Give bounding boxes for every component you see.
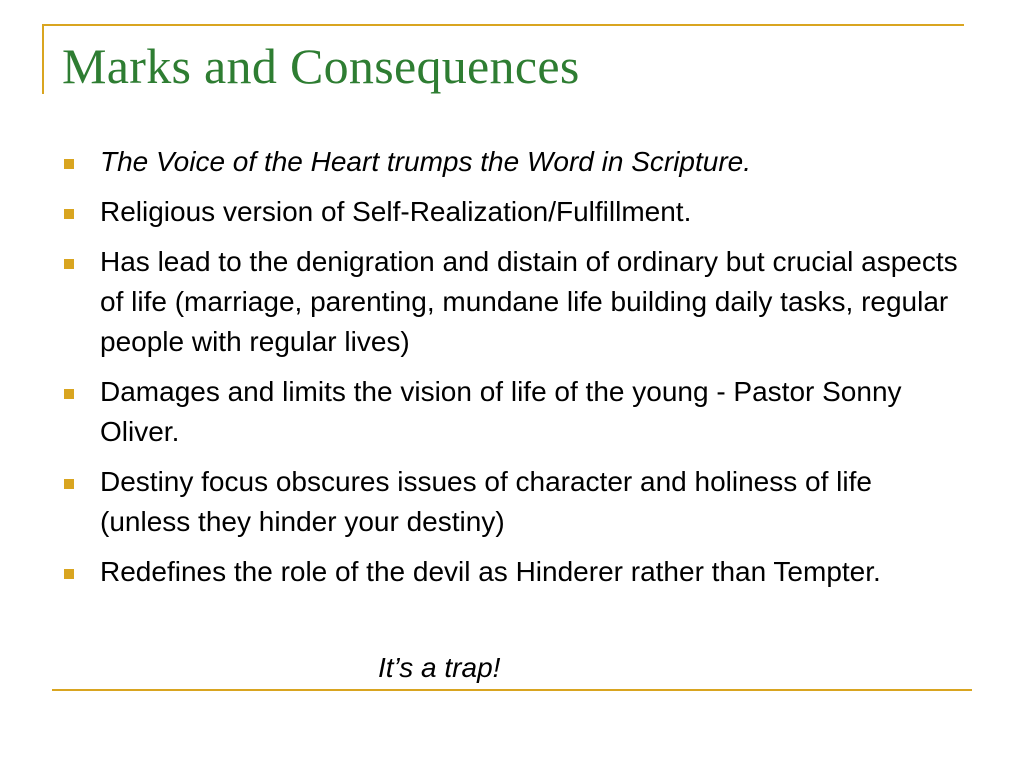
bullet-item-damages-vision xyxy=(62,372,962,452)
bullet-text: The Voice of the Heart trumps the Word in Scripture. xyxy=(100,146,752,177)
footer-rule xyxy=(52,689,972,691)
square-bullet-icon xyxy=(64,389,74,399)
square-bullet-icon xyxy=(64,259,74,269)
bullet-list xyxy=(62,142,962,602)
bullet-text: Destiny focus obscures issues of character and holiness of life (unless they hinder your destiny) xyxy=(100,466,872,537)
title-accent-rule-horizontal xyxy=(42,24,964,26)
bullet-text: Religious version of Self-Realization/Fulfillment. xyxy=(100,196,692,227)
square-bullet-icon xyxy=(64,209,74,219)
bullet-item-denigration xyxy=(62,242,962,362)
square-bullet-icon xyxy=(64,479,74,489)
bullet-item-self-realization xyxy=(62,192,962,232)
bullet-item-voice-of-heart xyxy=(62,142,962,182)
title-accent-rule-vertical xyxy=(42,24,44,94)
square-bullet-icon xyxy=(64,159,74,169)
bullet-item-devil-role xyxy=(62,552,962,592)
bullet-item-destiny-focus xyxy=(62,462,962,542)
bullet-text: Damages and limits the vision of life of the young - Pastor Sonny Oliver. xyxy=(100,376,902,447)
square-bullet-icon xyxy=(64,569,74,579)
trap-note: It’s a trap! xyxy=(378,652,501,683)
slide-title: Marks and Consequences xyxy=(62,38,580,94)
bullet-text: Redefines the role of the devil as Hinderer rather than Tempter. xyxy=(100,556,881,587)
bullet-text: Has lead to the denigration and distain of ordinary but crucial aspects of life (marriage, parenting, mundane life building daily tasks, regular people with regular lives) xyxy=(100,246,958,357)
